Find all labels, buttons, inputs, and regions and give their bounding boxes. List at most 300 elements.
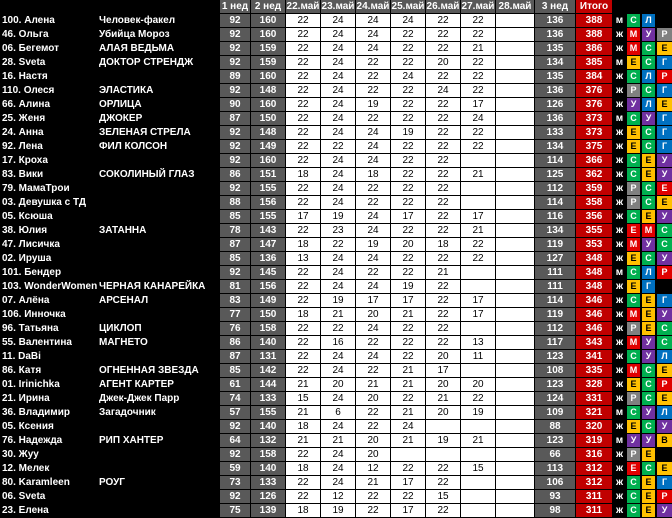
participant-name[interactable]: 38. Юлия (2, 225, 48, 236)
hero-name[interactable] (99, 350, 219, 363)
day-score[interactable]: 22 (356, 420, 390, 433)
week1-score[interactable]: 83 (220, 294, 250, 307)
day-score[interactable]: 19 (356, 238, 390, 251)
participant-name[interactable]: 80. Karamleen (2, 477, 70, 488)
week2-score[interactable]: 140 (251, 420, 285, 433)
team-badge[interactable]: У (642, 406, 655, 419)
week3-score[interactable]: 108 (535, 364, 575, 377)
day-score[interactable]: 17 (391, 504, 425, 517)
week3-score[interactable]: 134 (535, 140, 575, 153)
day-score[interactable]: 22 (286, 490, 320, 503)
gender-mark[interactable]: ж (615, 169, 624, 180)
team-badge[interactable]: У (642, 434, 655, 447)
day-score[interactable]: 24 (426, 84, 460, 97)
team-badge[interactable]: В (657, 434, 672, 447)
team-badge[interactable]: Е (657, 98, 672, 111)
gender-mark[interactable]: ж (615, 183, 624, 194)
day-score[interactable]: 22 (286, 98, 320, 111)
day-score[interactable]: 21 (391, 378, 425, 391)
day-score[interactable] (496, 322, 534, 335)
week3-score[interactable]: 93 (535, 490, 575, 503)
week1-score[interactable]: 81 (220, 280, 250, 293)
week3-score[interactable]: 111 (535, 266, 575, 279)
team-badge[interactable]: Е (642, 168, 655, 181)
day-score[interactable] (496, 462, 534, 475)
team-badge[interactable]: Е (642, 448, 655, 461)
day-score[interactable]: 22 (426, 196, 460, 209)
gender-mark[interactable]: ж (615, 477, 624, 488)
day-score[interactable] (426, 420, 460, 433)
day-score[interactable]: 24 (321, 98, 355, 111)
participant-name[interactable]: 11. DaBi (2, 351, 41, 362)
day-score[interactable] (426, 448, 460, 461)
week3-score[interactable]: 98 (535, 504, 575, 517)
day-score[interactable]: 22 (391, 154, 425, 167)
hero-name[interactable] (99, 196, 219, 209)
week1-score[interactable]: 77 (220, 308, 250, 321)
header-day[interactable]: 28.май (496, 0, 534, 13)
day-score[interactable]: 24 (356, 224, 390, 237)
day-score[interactable] (496, 168, 534, 181)
day-score[interactable]: 18 (356, 168, 390, 181)
day-score[interactable]: 24 (321, 168, 355, 181)
day-score[interactable]: 22 (426, 98, 460, 111)
week1-score[interactable]: 92 (220, 28, 250, 41)
participant-name[interactable]: 76. Надежда (2, 435, 63, 446)
day-score[interactable]: 24 (321, 462, 355, 475)
gender-mark[interactable]: ж (615, 127, 624, 138)
week2-score[interactable]: 133 (251, 476, 285, 489)
day-score[interactable] (496, 98, 534, 111)
day-score[interactable]: 19 (391, 126, 425, 139)
day-score[interactable]: 18 (286, 308, 320, 321)
participant-name[interactable]: 28. Sveta (2, 57, 46, 68)
day-score[interactable]: 22 (426, 14, 460, 27)
team-badge[interactable]: С (642, 378, 655, 391)
day-score[interactable]: 22 (391, 462, 425, 475)
gender-mark[interactable]: ж (615, 253, 624, 264)
day-score[interactable]: 22 (391, 42, 425, 55)
team-badge[interactable]: У (642, 28, 655, 41)
week3-score[interactable]: 123 (535, 434, 575, 447)
day-score[interactable] (496, 350, 534, 363)
day-score[interactable]: 20 (356, 448, 390, 461)
week2-score[interactable]: 140 (251, 336, 285, 349)
week1-score[interactable]: 92 (220, 42, 250, 55)
day-score[interactable] (496, 112, 534, 125)
total-score[interactable]: 343 (576, 336, 612, 349)
week2-score[interactable]: 149 (251, 294, 285, 307)
week2-score[interactable]: 145 (251, 266, 285, 279)
day-score[interactable]: 22 (391, 392, 425, 405)
total-score[interactable]: 384 (576, 70, 612, 83)
day-score[interactable]: 24 (321, 350, 355, 363)
team-badge[interactable]: С (627, 14, 640, 27)
day-score[interactable]: 20 (426, 350, 460, 363)
day-score[interactable]: 17 (426, 364, 460, 377)
week2-score[interactable]: 158 (251, 448, 285, 461)
participant-name[interactable]: 96. Татьяна (2, 323, 59, 334)
day-score[interactable] (496, 476, 534, 489)
team-badge[interactable]: У (657, 252, 672, 265)
week3-score[interactable]: 136 (535, 28, 575, 41)
day-score[interactable]: 21 (321, 434, 355, 447)
week1-score[interactable]: 88 (220, 196, 250, 209)
day-score[interactable]: 12 (321, 490, 355, 503)
team-badge[interactable]: Е (657, 182, 672, 195)
day-score[interactable]: 19 (356, 98, 390, 111)
gender-mark[interactable]: ж (615, 393, 624, 404)
week2-score[interactable]: 160 (251, 28, 285, 41)
day-score[interactable]: 21 (321, 308, 355, 321)
team-badge[interactable]: Е (657, 364, 672, 377)
day-score[interactable]: 19 (426, 434, 460, 447)
week2-score[interactable]: 142 (251, 364, 285, 377)
day-score[interactable]: 17 (461, 210, 495, 223)
team-badge[interactable]: С (642, 392, 655, 405)
day-score[interactable]: 22 (426, 70, 460, 83)
total-score[interactable]: 312 (576, 462, 612, 475)
day-score[interactable]: 22 (426, 42, 460, 55)
total-score[interactable]: 328 (576, 378, 612, 391)
hero-name[interactable]: ЗЕЛЕНАЯ СТРЕЛА (99, 127, 191, 138)
hero-name[interactable] (99, 504, 219, 517)
day-score[interactable] (496, 280, 534, 293)
team-badge[interactable]: У (657, 308, 672, 321)
participant-name[interactable]: 07. Алёна (2, 295, 50, 306)
day-score[interactable]: 22 (461, 392, 495, 405)
participant-name[interactable]: 66. Алина (2, 99, 51, 110)
team-badge[interactable]: Е (627, 378, 640, 391)
day-score[interactable]: 22 (426, 168, 460, 181)
gender-mark[interactable]: ж (615, 197, 624, 208)
day-score[interactable]: 15 (426, 490, 460, 503)
day-score[interactable]: 24 (391, 420, 425, 433)
total-score[interactable]: 376 (576, 98, 612, 111)
day-score[interactable]: 22 (286, 350, 320, 363)
week2-score[interactable]: 160 (251, 14, 285, 27)
day-score[interactable]: 21 (391, 364, 425, 377)
day-score[interactable]: 22 (391, 336, 425, 349)
week1-score[interactable]: 85 (220, 364, 250, 377)
week1-score[interactable]: 92 (220, 56, 250, 69)
week2-score[interactable]: 151 (251, 168, 285, 181)
week1-score[interactable]: 75 (220, 504, 250, 517)
team-badge[interactable]: Р (627, 448, 640, 461)
gender-mark[interactable]: ж (615, 85, 624, 96)
week3-score[interactable]: 136 (535, 112, 575, 125)
week1-score[interactable]: 92 (220, 490, 250, 503)
day-score[interactable]: 22 (286, 112, 320, 125)
week3-score[interactable]: 135 (535, 70, 575, 83)
hero-name[interactable]: ОРЛИЦА (99, 99, 142, 110)
hero-name[interactable]: СОКОЛИНЫЙ ГЛАЗ (99, 169, 195, 180)
day-score[interactable]: 24 (321, 14, 355, 27)
day-score[interactable]: 24 (321, 70, 355, 83)
team-badge[interactable]: Е (642, 154, 655, 167)
participant-name[interactable]: 12. Мелек (2, 463, 50, 474)
total-score[interactable]: 366 (576, 154, 612, 167)
team-badge[interactable]: С (642, 140, 655, 153)
week2-score[interactable]: 140 (251, 462, 285, 475)
day-score[interactable]: 17 (391, 476, 425, 489)
week3-score[interactable]: 109 (535, 406, 575, 419)
team-badge[interactable]: С (627, 154, 640, 167)
total-score[interactable]: 386 (576, 42, 612, 55)
day-score[interactable]: 22 (286, 70, 320, 83)
team-badge[interactable]: С (627, 490, 640, 503)
day-score[interactable]: 18 (286, 168, 320, 181)
team-badge[interactable] (657, 448, 672, 461)
week1-score[interactable]: 78 (220, 224, 250, 237)
team-badge[interactable]: Г (657, 112, 672, 125)
team-badge[interactable]: Е (627, 56, 640, 69)
day-score[interactable]: 20 (356, 434, 390, 447)
header-day[interactable]: 26.май (426, 1, 460, 12)
total-score[interactable]: 335 (576, 364, 612, 377)
day-score[interactable]: 22 (286, 196, 320, 209)
participant-name[interactable]: 02. Ируша (2, 253, 52, 264)
week3-score[interactable]: 112 (535, 322, 575, 335)
day-score[interactable] (461, 322, 495, 335)
week2-score[interactable]: 132 (251, 434, 285, 447)
week3-score[interactable]: 119 (535, 238, 575, 251)
day-score[interactable] (496, 406, 534, 419)
participant-name[interactable]: 06. Sveta (2, 491, 46, 502)
hero-name[interactable] (99, 308, 219, 321)
week2-score[interactable]: 160 (251, 98, 285, 111)
team-badge[interactable]: Е (642, 476, 655, 489)
team-badge[interactable]: С (627, 476, 640, 489)
participant-name[interactable]: 05. Ксюша (2, 211, 53, 222)
day-score[interactable]: 22 (356, 336, 390, 349)
team-badge[interactable]: Е (657, 42, 672, 55)
day-score[interactable] (496, 28, 534, 41)
day-score[interactable] (496, 378, 534, 391)
week3-score[interactable]: 117 (535, 336, 575, 349)
participant-name[interactable]: 17. Кроха (2, 155, 48, 166)
day-score[interactable]: 20 (356, 392, 390, 405)
day-score[interactable]: 24 (356, 280, 390, 293)
week2-score[interactable]: 150 (251, 112, 285, 125)
total-score[interactable]: 331 (576, 392, 612, 405)
team-badge[interactable]: С (642, 42, 655, 55)
day-score[interactable]: 24 (356, 350, 390, 363)
day-score[interactable]: 22 (321, 238, 355, 251)
gender-mark[interactable]: ж (615, 379, 624, 390)
week3-score[interactable]: 125 (535, 168, 575, 181)
day-score[interactable]: 17 (391, 210, 425, 223)
hero-name[interactable] (99, 462, 219, 475)
total-score[interactable]: 358 (576, 196, 612, 209)
day-score[interactable] (496, 448, 534, 461)
day-score[interactable]: 22 (426, 224, 460, 237)
day-score[interactable]: 22 (426, 126, 460, 139)
team-badge[interactable]: У (657, 168, 672, 181)
gender-mark[interactable]: ж (615, 211, 624, 222)
team-badge[interactable]: Е (642, 490, 655, 503)
day-score[interactable]: 20 (321, 378, 355, 391)
day-score[interactable]: 24 (391, 14, 425, 27)
day-score[interactable]: 22 (426, 476, 460, 489)
team-badge[interactable]: Е (627, 126, 640, 139)
week3-score[interactable]: 136 (535, 84, 575, 97)
participant-name[interactable]: 100. Алена (2, 15, 55, 26)
week2-score[interactable]: 126 (251, 490, 285, 503)
week2-score[interactable]: 155 (251, 182, 285, 195)
week2-score[interactable]: 159 (251, 56, 285, 69)
week2-score[interactable]: 131 (251, 350, 285, 363)
gender-mark[interactable]: ж (615, 155, 624, 166)
team-badge[interactable]: М (627, 42, 640, 55)
week2-score[interactable]: 155 (251, 210, 285, 223)
gender-mark[interactable]: м (615, 407, 624, 418)
day-score[interactable]: 22 (461, 126, 495, 139)
participant-name[interactable]: 55. Валентина (2, 337, 72, 348)
day-score[interactable]: 24 (461, 112, 495, 125)
day-score[interactable]: 16 (321, 336, 355, 349)
hero-name[interactable]: ЦИКЛОП (99, 323, 142, 334)
team-badge[interactable]: Р (627, 182, 640, 195)
team-badge[interactable]: С (627, 350, 640, 363)
week2-score[interactable]: 144 (251, 378, 285, 391)
week3-score[interactable]: 126 (535, 98, 575, 111)
day-score[interactable]: 21 (461, 434, 495, 447)
day-score[interactable] (496, 224, 534, 237)
week3-score[interactable]: 88 (535, 420, 575, 433)
gender-mark[interactable]: ж (615, 351, 624, 362)
week1-score[interactable]: 90 (220, 98, 250, 111)
day-score[interactable]: 21 (286, 406, 320, 419)
week1-score[interactable]: 85 (220, 210, 250, 223)
day-score[interactable]: 22 (286, 266, 320, 279)
week2-score[interactable]: 133 (251, 392, 285, 405)
day-score[interactable]: 24 (356, 126, 390, 139)
day-score[interactable]: 22 (356, 504, 390, 517)
day-score[interactable]: 24 (391, 70, 425, 83)
day-score[interactable]: 21 (391, 308, 425, 321)
day-score[interactable] (461, 154, 495, 167)
participant-name[interactable]: 24. Анна (2, 127, 44, 138)
day-score[interactable]: 19 (461, 406, 495, 419)
day-score[interactable]: 23 (321, 224, 355, 237)
week1-score[interactable]: 86 (220, 336, 250, 349)
hero-name[interactable] (99, 252, 219, 265)
day-score[interactable]: 22 (391, 84, 425, 97)
team-badge[interactable]: Г (657, 126, 672, 139)
day-score[interactable]: 22 (461, 14, 495, 27)
team-badge[interactable]: Г (657, 476, 672, 489)
week2-score[interactable]: 136 (251, 252, 285, 265)
team-badge[interactable]: С (657, 336, 672, 349)
day-score[interactable]: 17 (461, 308, 495, 321)
team-badge[interactable]: У (657, 210, 672, 223)
team-badge[interactable]: Е (642, 210, 655, 223)
day-score[interactable]: 22 (356, 406, 390, 419)
day-score[interactable]: 22 (321, 140, 355, 153)
team-badge[interactable]: У (642, 350, 655, 363)
total-score[interactable]: 359 (576, 182, 612, 195)
total-score[interactable]: 348 (576, 266, 612, 279)
week3-score[interactable]: 116 (535, 210, 575, 223)
team-badge[interactable]: С (657, 322, 672, 335)
day-score[interactable]: 22 (356, 70, 390, 83)
day-score[interactable]: 24 (321, 266, 355, 279)
gender-mark[interactable]: ж (615, 225, 624, 236)
week1-score[interactable]: 92 (220, 154, 250, 167)
total-score[interactable]: 312 (576, 476, 612, 489)
hero-name[interactable]: АРСЕНАЛ (99, 295, 149, 306)
day-score[interactable]: 22 (391, 490, 425, 503)
team-badge[interactable]: С (642, 196, 655, 209)
week1-score[interactable]: 92 (220, 448, 250, 461)
team-badge[interactable]: У (627, 98, 640, 111)
day-score[interactable]: 19 (321, 294, 355, 307)
participant-name[interactable]: 25. Женя (2, 113, 46, 124)
day-score[interactable] (496, 196, 534, 209)
day-score[interactable]: 22 (286, 42, 320, 55)
week1-score[interactable]: 61 (220, 378, 250, 391)
total-score[interactable]: 373 (576, 126, 612, 139)
team-badge[interactable]: Е (642, 322, 655, 335)
participant-name[interactable]: 79. МамаТрои (2, 183, 70, 194)
week3-score[interactable]: 114 (535, 294, 575, 307)
day-score[interactable]: 24 (321, 448, 355, 461)
total-score[interactable]: 320 (576, 420, 612, 433)
team-badge[interactable] (657, 14, 672, 27)
day-score[interactable]: 17 (461, 294, 495, 307)
week2-score[interactable]: 149 (251, 140, 285, 153)
header-week1[interactable]: 1 нед (221, 1, 249, 12)
week3-score[interactable]: 114 (535, 154, 575, 167)
team-badge[interactable]: Р (627, 196, 640, 209)
week3-score[interactable]: 135 (535, 42, 575, 55)
gender-mark[interactable]: м (615, 57, 624, 68)
total-score[interactable]: 376 (576, 84, 612, 97)
header-day[interactable]: 22.май (286, 1, 320, 12)
day-score[interactable]: 22 (356, 56, 390, 69)
hero-name[interactable] (99, 266, 219, 279)
day-score[interactable]: 19 (321, 210, 355, 223)
day-score[interactable]: 22 (461, 252, 495, 265)
week2-score[interactable]: 156 (251, 196, 285, 209)
day-score[interactable]: 24 (321, 56, 355, 69)
day-score[interactable]: 24 (321, 42, 355, 55)
total-score[interactable]: 348 (576, 252, 612, 265)
day-score[interactable]: 22 (391, 322, 425, 335)
day-score[interactable] (496, 84, 534, 97)
week1-score[interactable]: 76 (220, 322, 250, 335)
day-score[interactable] (496, 504, 534, 517)
team-badge[interactable]: Г (657, 56, 672, 69)
day-score[interactable]: 22 (391, 56, 425, 69)
day-score[interactable]: 17 (286, 210, 320, 223)
gender-mark[interactable]: ж (615, 239, 624, 250)
day-score[interactable]: 17 (391, 294, 425, 307)
week1-score[interactable]: 87 (220, 112, 250, 125)
gender-mark[interactable]: ж (615, 323, 624, 334)
week3-score[interactable]: 123 (535, 350, 575, 363)
day-score[interactable]: 21 (461, 168, 495, 181)
participant-name[interactable]: 110. Олеся (2, 85, 55, 96)
day-score[interactable]: 22 (391, 28, 425, 41)
day-score[interactable]: 21 (461, 42, 495, 55)
total-score[interactable]: 373 (576, 112, 612, 125)
total-score[interactable]: 385 (576, 56, 612, 69)
hero-name[interactable]: АГЕНТ КАРТЕР (99, 379, 174, 390)
week1-score[interactable]: 85 (220, 252, 250, 265)
total-score[interactable]: 321 (576, 406, 612, 419)
